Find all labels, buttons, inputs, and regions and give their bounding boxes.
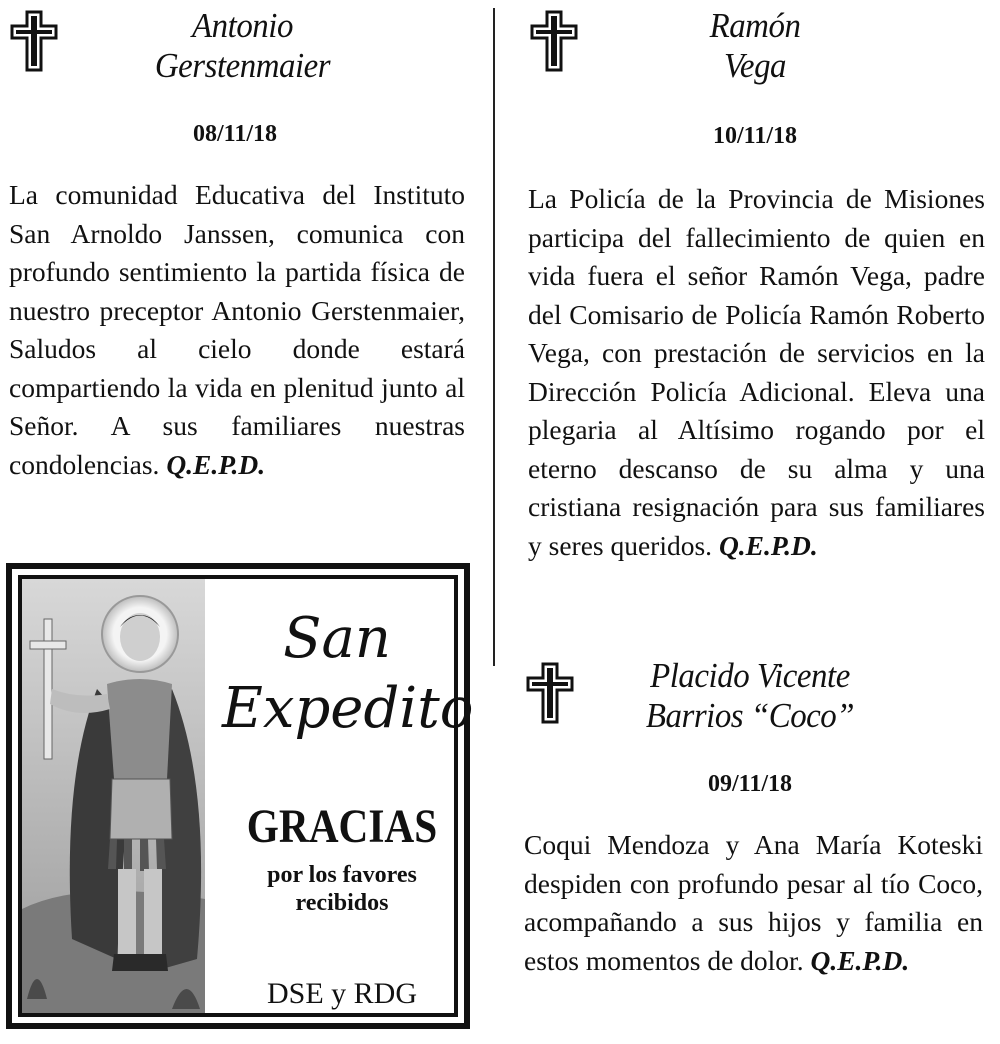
qepd-closing: Q.E.P.D.	[810, 944, 910, 976]
qepd-closing: Q.E.P.D.	[166, 448, 266, 480]
cross-icon	[526, 662, 574, 724]
ad-frame	[18, 575, 474, 1017]
obituary-text: Coqui Mendoza y Ana María Koteski despiden con profundo pesar al tío Coco, acompañando a sus hijos y familia en estos momentos de dolor. Q.E.P.D.	[524, 829, 983, 976]
cross-icon	[530, 10, 578, 72]
cross-icon	[10, 10, 58, 72]
obituary-date: 09/11/18	[707, 771, 792, 797]
obituary-date: 10/11/18	[712, 123, 797, 149]
ad-signature: DSE y RDG	[266, 977, 417, 1010]
ad-title-line2: Expedito	[222, 676, 474, 741]
obituary-date: 08/11/18	[192, 121, 277, 147]
obituary-name: Placido Vicente Barrios “Coco”	[645, 656, 855, 735]
obituary-text: La Policía de la Provincia de Misiones participa del fallecimiento de quien en vida fuera el señor Ramón Vega, padre del Comisario de Policía Ramón Roberto Vega, con prestación de servicios en la Dirección Policía Adicional. Eleva una plegaria al Altísimo rogando por el eterno descanso de su alma y una cristiana resignación para sus familiares y seres queridos. Q.E.P.D.	[528, 183, 985, 561]
obituary-name: Ramón Vega	[709, 6, 801, 85]
saint-illustration	[22, 579, 205, 1013]
obituary-name: Antonio Gerstenmaier	[154, 6, 331, 85]
obituary-text: La comunidad Educativa del Instituto San Arnoldo Janssen, comunica con profundo sentimiento la partida física de nuestro preceptor Antonio Gerstenmaier, Saludos al cielo donde estará compartiendo la vida en plenitud junto al Señor. A sus familiares nuestras condolencias. Q.E.P.D.	[9, 179, 465, 480]
column-divider	[493, 8, 495, 666]
qepd-closing: Q.E.P.D.	[718, 529, 818, 561]
ad-subline: por los favores recibidos	[267, 862, 417, 916]
san-expedito-ad	[6, 563, 474, 1029]
ad-title-line1: San	[283, 606, 391, 671]
ad-headline: GRACIAS	[246, 800, 438, 853]
